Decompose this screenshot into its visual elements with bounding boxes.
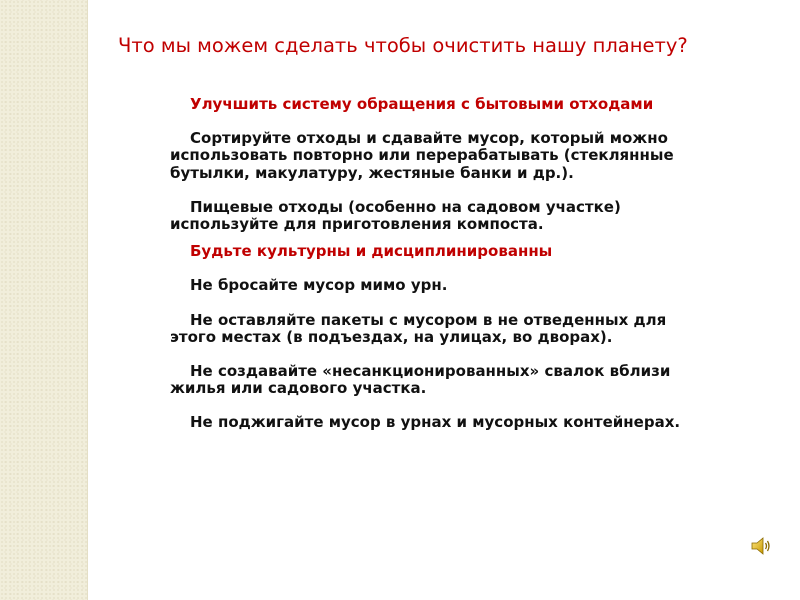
item-no-bags: Не оставляйте пакеты с мусором в не отведенных для этого местах (в подъездах, на улицах, во дворах). <box>170 310 667 346</box>
section-heading-discipline: Будьте культурны и дисциплинированны <box>190 242 553 261</box>
slide-title: Что мы можем сделать чтобы очистить нашу планету? <box>118 34 688 57</box>
side-strip-edge <box>87 0 88 600</box>
item-compost: Пищевые отходы (особенно на садовом участке) используйте для приготовления компоста. <box>170 197 621 234</box>
item-no-burning: Не поджигайте мусор в урнах и мусорных контейнерах. <box>190 413 681 432</box>
slide-content <box>170 96 710 432</box>
decorative-side-strip <box>0 0 87 600</box>
item-sort-waste: Сортируйте отходы и сдавайте мусор, который можно использовать повторно или перерабатывать (стеклянные бутылки, макулатуру, жестяные банки и др.). <box>170 129 674 182</box>
section-heading-waste: Улучшить систему обращения с бытовыми отходами <box>190 95 654 113</box>
speaker-icon[interactable] <box>749 534 773 558</box>
item-no-litter: Не бросайте мусор мимо урн. <box>190 276 448 295</box>
item-no-dumps: Не создавайте «несанкционированных» свалок вблизи жилья или садового участка. <box>170 362 671 398</box>
